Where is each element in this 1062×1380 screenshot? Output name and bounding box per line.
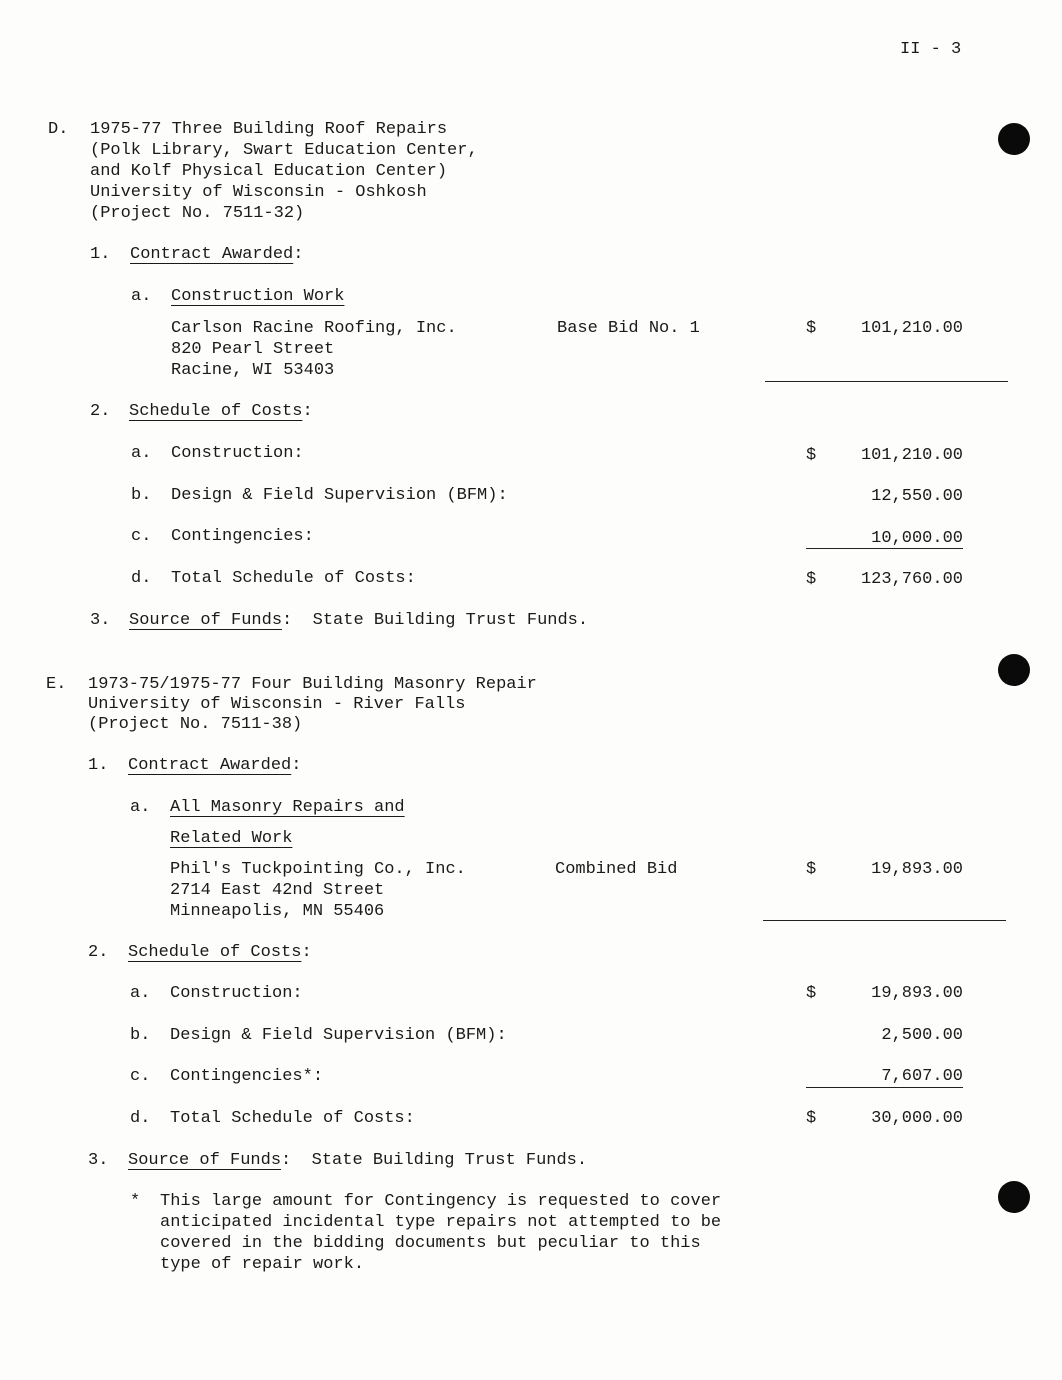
section-heading-line: University of Wisconsin - Oshkosh xyxy=(90,183,427,202)
contract-amount: 19,893.00 xyxy=(871,860,963,879)
contractor-city: Racine, WI 53403 xyxy=(171,361,335,380)
currency-symbol: $ xyxy=(806,446,817,465)
punch-hole-middle xyxy=(998,654,1030,686)
subtotal-rule xyxy=(806,1087,963,1088)
schedule-num: 2. xyxy=(88,943,109,962)
section-heading-line: University of Wisconsin - River Falls xyxy=(88,695,466,714)
section-heading-line: (Polk Library, Swart Education Center, xyxy=(90,141,478,160)
schedule-heading: Schedule of Costs: xyxy=(128,943,312,962)
funds-label: Source of Funds xyxy=(129,611,283,630)
page-number: II - 3 xyxy=(900,40,962,59)
currency-symbol: $ xyxy=(806,319,817,338)
contractor-name: Phil's Tuckpointing Co., Inc. xyxy=(170,860,466,879)
punch-hole-top xyxy=(998,123,1030,155)
contractor-street: 2714 East 42nd Street xyxy=(170,881,385,900)
schedule-label: Schedule of Costs xyxy=(128,943,302,962)
contract-num: 1. xyxy=(88,756,109,775)
cost-label: Construction: xyxy=(171,444,304,463)
cost-label: Design & Field Supervision (BFM): xyxy=(170,1026,507,1045)
contractor-street: 820 Pearl Street xyxy=(171,340,335,359)
divider xyxy=(765,381,1008,382)
section-heading-line: 1975-77 Three Building Roof Repairs xyxy=(90,120,448,139)
schedule-label: Schedule of Costs xyxy=(129,402,303,421)
work-item-letter: a. xyxy=(131,287,152,306)
contract-heading: Contract Awarded: xyxy=(130,245,304,264)
cost-label: Total Schedule of Costs: xyxy=(171,569,416,588)
work-description: Construction Work xyxy=(171,287,345,306)
currency-symbol: $ xyxy=(806,860,817,879)
section-heading-line: (Project No. 7511-38) xyxy=(88,715,303,734)
cost-label: Contingencies: xyxy=(171,527,314,546)
cost-letter: d. xyxy=(131,569,152,588)
subtotal-rule xyxy=(806,548,963,549)
cost-label: Construction: xyxy=(170,984,303,1003)
funds-heading: Source of Funds: State Building Trust Funds. xyxy=(129,611,589,630)
funds-heading: Source of Funds: State Building Trust Funds. xyxy=(128,1151,588,1170)
contract-label: Contract Awarded xyxy=(130,245,294,264)
section-heading-line: (Project No. 7511-32) xyxy=(90,204,305,223)
funds-label: Source of Funds xyxy=(128,1151,282,1170)
cost-letter: c. xyxy=(131,527,152,546)
contract-heading: Contract Awarded: xyxy=(128,756,302,775)
cost-letter: d. xyxy=(130,1109,151,1128)
section-letter: D. xyxy=(48,120,69,139)
footnote-line: covered in the bidding documents but peculiar to this xyxy=(160,1234,701,1253)
funds-num: 3. xyxy=(88,1151,109,1170)
work-description: Related Work xyxy=(170,829,293,848)
cost-amount: 19,893.00 xyxy=(871,984,963,1003)
cost-amount: 2,500.00 xyxy=(881,1026,963,1045)
cost-label: Contingencies*: xyxy=(170,1067,324,1086)
cost-letter: c. xyxy=(130,1067,151,1086)
cost-amount: 7,607.00 xyxy=(881,1067,963,1086)
contract-amount: 101,210.00 xyxy=(860,319,963,338)
work-description: All Masonry Repairs and xyxy=(170,798,405,817)
footnote-line: anticipated incidental type repairs not attempted to be xyxy=(160,1213,722,1232)
divider xyxy=(763,920,1006,921)
schedule-heading: Schedule of Costs: xyxy=(129,402,313,421)
cost-label: Total Schedule of Costs: xyxy=(170,1109,415,1128)
cost-amount: 30,000.00 xyxy=(871,1109,963,1128)
cost-letter: b. xyxy=(131,486,152,505)
contractor-city: Minneapolis, MN 55406 xyxy=(170,902,385,921)
currency-symbol: $ xyxy=(806,1109,817,1128)
currency-symbol: $ xyxy=(806,570,817,589)
contract-label: Contract Awarded xyxy=(128,756,292,775)
cost-amount: 12,550.00 xyxy=(871,487,963,506)
footnote-line: This large amount for Contingency is requested to cover xyxy=(160,1192,722,1211)
bid-type: Base Bid No. 1 xyxy=(557,319,700,338)
schedule-num: 2. xyxy=(90,402,111,421)
cost-letter: a. xyxy=(130,984,151,1003)
section-heading-line: 1973-75/1975-77 Four Building Masonry Repair xyxy=(88,675,537,694)
work-item-letter: a. xyxy=(130,798,151,817)
funds-value: State Building Trust Funds. xyxy=(312,611,589,630)
section-heading-line: and Kolf Physical Education Center) xyxy=(90,162,448,181)
cost-amount: 101,210.00 xyxy=(860,446,963,465)
cost-letter: a. xyxy=(131,444,152,463)
footnote-mark: * xyxy=(130,1192,141,1211)
footnote-line: type of repair work. xyxy=(160,1255,365,1274)
funds-num: 3. xyxy=(90,611,111,630)
cost-letter: b. xyxy=(130,1026,151,1045)
cost-label: Design & Field Supervision (BFM): xyxy=(171,486,508,505)
funds-value: State Building Trust Funds. xyxy=(311,1151,588,1170)
contract-num: 1. xyxy=(90,245,111,264)
section-letter: E. xyxy=(46,675,67,694)
bid-type: Combined Bid xyxy=(555,860,678,879)
cost-amount: 123,760.00 xyxy=(860,570,963,589)
punch-hole-bottom xyxy=(998,1181,1030,1213)
currency-symbol: $ xyxy=(806,984,817,1003)
cost-amount: 10,000.00 xyxy=(871,529,963,548)
contractor-name: Carlson Racine Roofing, Inc. xyxy=(171,319,457,338)
